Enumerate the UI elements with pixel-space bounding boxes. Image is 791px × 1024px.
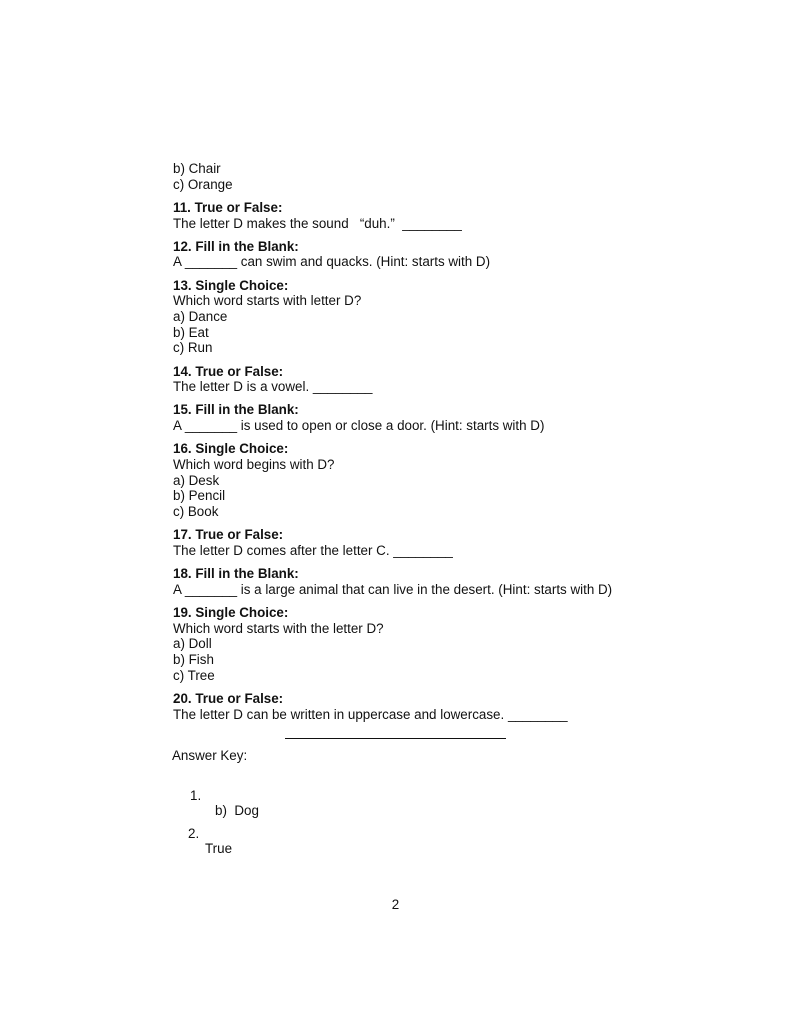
option-line: c) Run [173, 340, 213, 356]
option-line: c) Book [173, 504, 219, 520]
option-line: a) Desk [173, 472, 220, 488]
section-divider [285, 738, 506, 739]
question-title: 15. Fill in the Blank: [173, 402, 299, 418]
question-16 [173, 441, 733, 519]
answer-text: True [205, 841, 233, 856]
page-number: 2 [391, 897, 400, 912]
question-17 [173, 527, 733, 558]
question-title: 12. Fill in the Blank: [173, 238, 299, 254]
answer-text: b) Dog [215, 803, 259, 818]
question-text: The letter D comes after the letter C. ________ [173, 542, 453, 558]
question-text: Which word starts with the letter D? [173, 620, 384, 636]
question-title: 20. True or False: [173, 690, 284, 706]
question-13 [173, 278, 733, 356]
question-text: The letter D is a vowel. ________ [173, 379, 373, 395]
question-title: 17. True or False: [173, 527, 284, 543]
option-line: b) Pencil [173, 488, 226, 504]
option-line: c) Orange [173, 176, 233, 192]
option-line: a) Dance [173, 309, 228, 324]
option-line: a) Doll [173, 636, 212, 652]
question-title: 11. True or False: [173, 199, 283, 215]
question-20 [173, 691, 733, 722]
option-line: b) Chair [173, 161, 221, 176]
question-text: The letter D can be written in uppercase and lowercase. ________ [173, 706, 568, 722]
question-14 [173, 364, 733, 395]
option-line: b) Fish [173, 652, 214, 668]
answer-key-item [0, 811, 233, 871]
question-text: A _______ can swim and quacks. (Hint: starts with D) [173, 254, 491, 270]
question-title: 13. Single Choice: [173, 277, 289, 293]
question-text: The letter D makes the sound “duh.” ________ [173, 215, 462, 231]
option-line: c) Tree [173, 667, 215, 683]
question-text: Which word begins with D? [173, 457, 335, 472]
question-title: 19. Single Choice: [173, 605, 289, 620]
question-title: 14. True or False: [173, 363, 284, 379]
question-title: 18. Fill in the Blank: [173, 566, 299, 582]
question-text: Which word starts with letter D? [173, 293, 362, 309]
question-15 [173, 402, 733, 433]
answer-number: 1. [190, 788, 202, 803]
question-12 [173, 239, 733, 270]
question-text: A _______ is a large animal that can live in the desert. (Hint: starts with D) [173, 581, 613, 597]
answer-number: 2. [188, 826, 200, 841]
question-text: A _______ is used to open or close a door. (Hint: starts with D) [173, 418, 545, 434]
answer-key-label: Answer Key: [172, 748, 248, 763]
question-title: 16. Single Choice: [173, 441, 289, 457]
worksheet-content [173, 161, 733, 722]
question-19 [173, 605, 733, 683]
question-18 [173, 566, 733, 597]
option-line: b) Eat [173, 324, 209, 340]
question-11 [173, 200, 733, 231]
